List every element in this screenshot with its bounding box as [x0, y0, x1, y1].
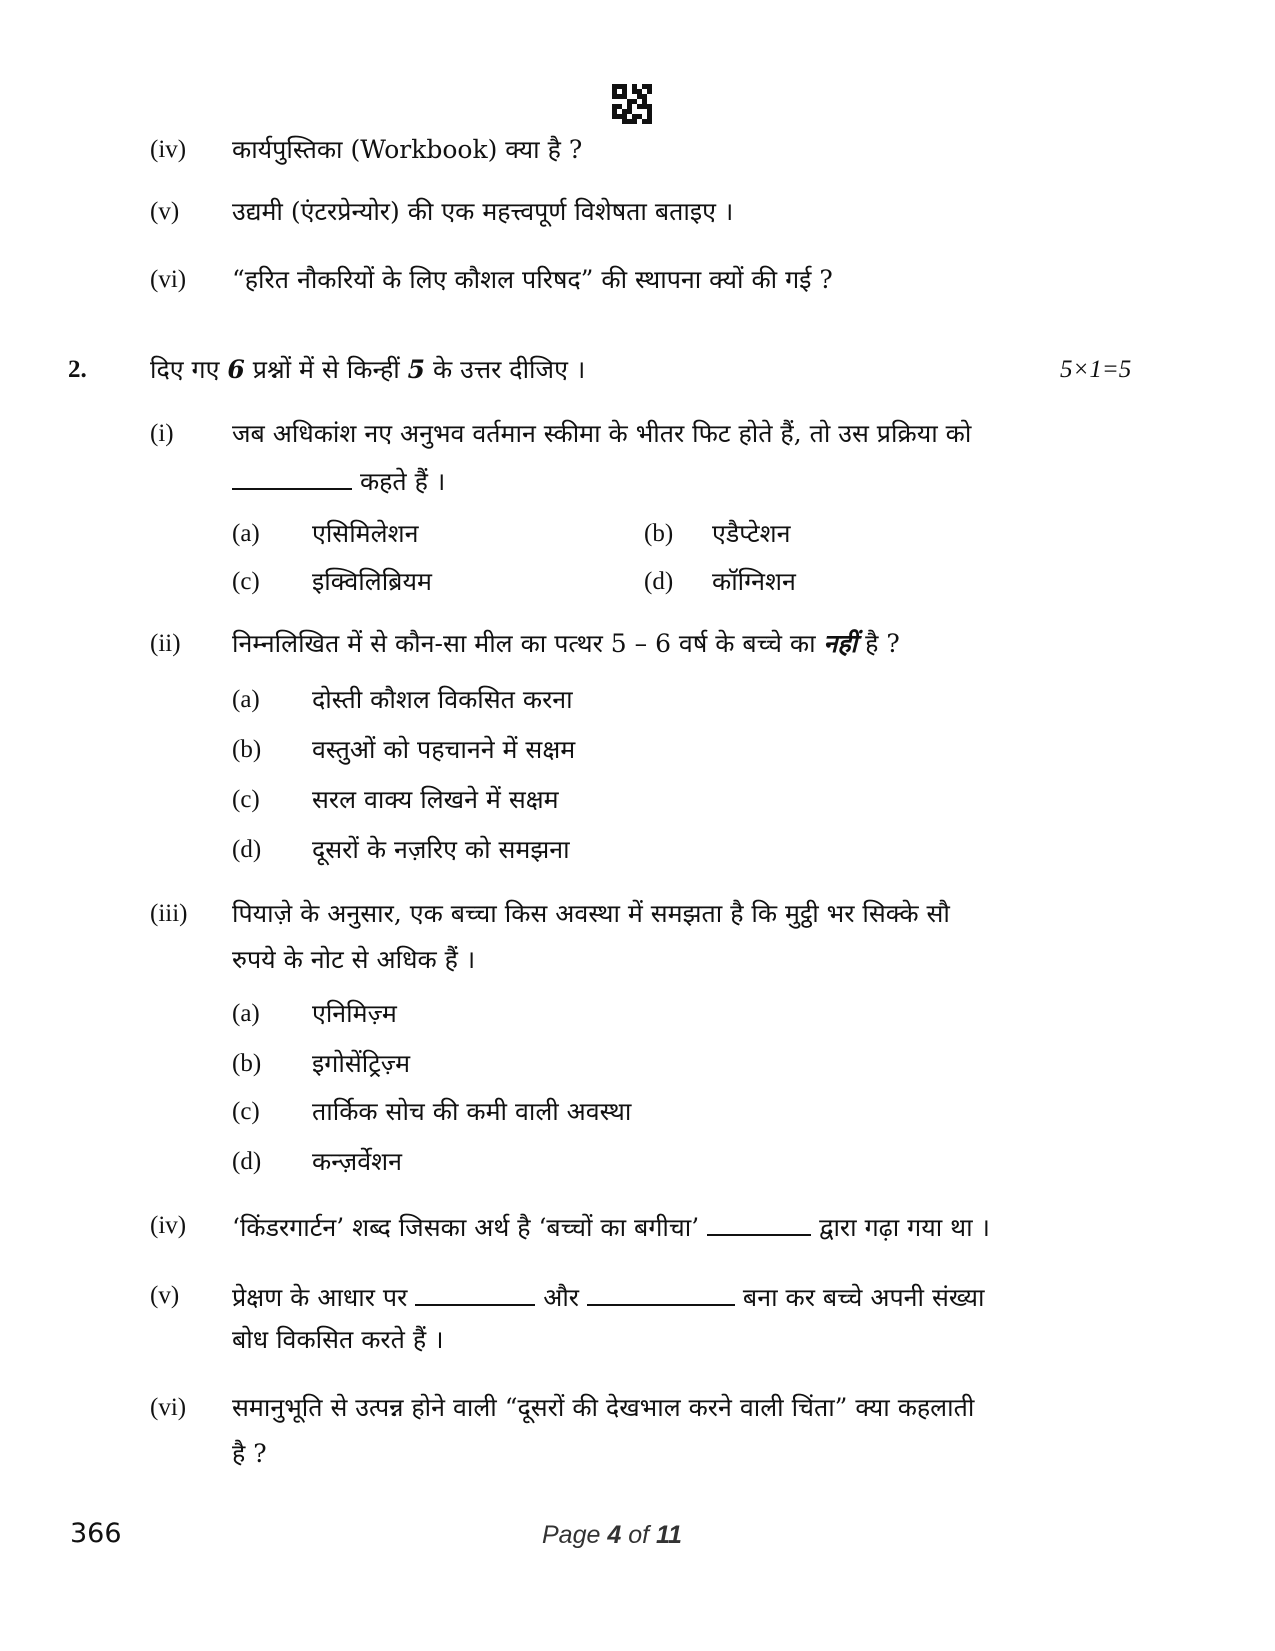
q2-marks: 5×1=5: [1060, 356, 1132, 383]
q2-v-line2: बोध विकसित करते हैं ।: [232, 1325, 444, 1354]
option-text: दोस्ती कौशल विकसित करना: [312, 685, 573, 714]
q2-iv-text: ‘किंडरगार्टन’ शब्द जिसका अर्थ है ‘बच्चों का बगीचा’ द्वारा गढ़ा गया था ।: [232, 1208, 990, 1246]
option-text: एडैप्टेशन: [712, 519, 791, 548]
q2-instruction: दिए गए 6 प्रश्नों में से किन्हीं 5 के उत्तर दीजिए ।: [150, 355, 586, 384]
q2-v-label: (v): [150, 1282, 180, 1309]
option-label: (b): [644, 520, 674, 547]
answer-blank: [232, 462, 352, 490]
option-label: (a): [232, 1000, 260, 1027]
option-text: सरल वाक्य लिखने में सक्षम: [312, 785, 559, 814]
q2-v-line1: प्रेक्षण के आधार पर और बना कर बच्चे अपनी संख्या: [232, 1278, 984, 1316]
option-label: (b): [232, 1050, 262, 1077]
q2-i-line1: जब अधिकांश नए अनुभव वर्तमान स्कीमा के भीतर फिट होते हैं, तो उस प्रक्रिया को: [232, 419, 972, 448]
q2-i-label: (i): [150, 420, 174, 447]
q2-iii-line1: पियाज़े के अनुसार, एक बच्चा किस अवस्था में समझता है कि मुट्ठी भर सिक्के सौ: [232, 899, 950, 928]
option-text: वस्तुओं को पहचानने में सक्षम: [312, 735, 576, 764]
q1-iv-label: (iv): [150, 136, 187, 163]
option-text: एनिमिज़्म: [312, 999, 397, 1028]
q2-vi-line1: समानुभूति से उत्पन्न होने वाली “दूसरों की देखभाल करने वाली चिंता” क्या कहलाती: [232, 1393, 975, 1422]
q2-ii-text: निम्नलिखित में से कौन-सा मील का पत्थर 5 – 6 वर्ष के बच्चे का नहीं है ?: [232, 629, 900, 658]
option-label: (d): [644, 568, 674, 595]
option-label: (a): [232, 686, 260, 713]
q2-iv-label: (iv): [150, 1212, 187, 1239]
option-text: दूसरों के नज़रिए को समझना: [312, 835, 570, 864]
q1-v-label: (v): [150, 198, 180, 225]
q1-v-text: उद्यमी (एंटरप्रेन्योर) की एक महत्त्वपूर्ण विशेषता बताइए ।: [232, 197, 734, 226]
option-text: इक्विलिब्रियम: [312, 567, 432, 596]
option-label: (c): [232, 568, 260, 595]
q1-iv-text: कार्यपुस्तिका (Workbook) क्या है ?: [232, 135, 583, 164]
option-text: कन्ज़र्वेशन: [312, 1147, 402, 1176]
answer-blank: [707, 1208, 811, 1236]
qr-code: [612, 84, 652, 124]
q2-vi-label: (vi): [150, 1394, 187, 1421]
q2-vi-line2: है ?: [232, 1439, 267, 1468]
q2-iii-line2: रुपये के नोट से अधिक हैं ।: [232, 945, 476, 974]
option-text: इगोसेंट्रिज़्म: [312, 1049, 411, 1078]
option-text: कॉग्निशन: [712, 567, 796, 596]
option-label: (d): [232, 1148, 262, 1175]
q1-vi-text: “हरित नौकरियों के लिए कौशल परिषद” की स्थापना क्यों की गई ?: [232, 265, 833, 294]
q2-iii-label: (iii): [150, 900, 188, 927]
answer-blank: [587, 1278, 735, 1306]
q2-ii-label: (ii): [150, 630, 181, 657]
option-text: तार्किक सोच की कमी वाली अवस्था: [312, 1097, 632, 1126]
option-label: (c): [232, 786, 260, 813]
option-label: (d): [232, 836, 262, 863]
option-label: (c): [232, 1098, 260, 1125]
option-text: एसिमिलेशन: [312, 519, 419, 548]
option-label: (a): [232, 520, 260, 547]
q2-number: 2.: [68, 356, 87, 383]
q2-i-line2: कहते हैं ।: [232, 462, 445, 500]
option-label: (b): [232, 736, 262, 763]
q1-vi-label: (vi): [150, 266, 187, 293]
paper-code: 366: [70, 1518, 122, 1549]
answer-blank: [415, 1278, 535, 1306]
page-number: Page 4 of 11: [542, 1521, 682, 1549]
